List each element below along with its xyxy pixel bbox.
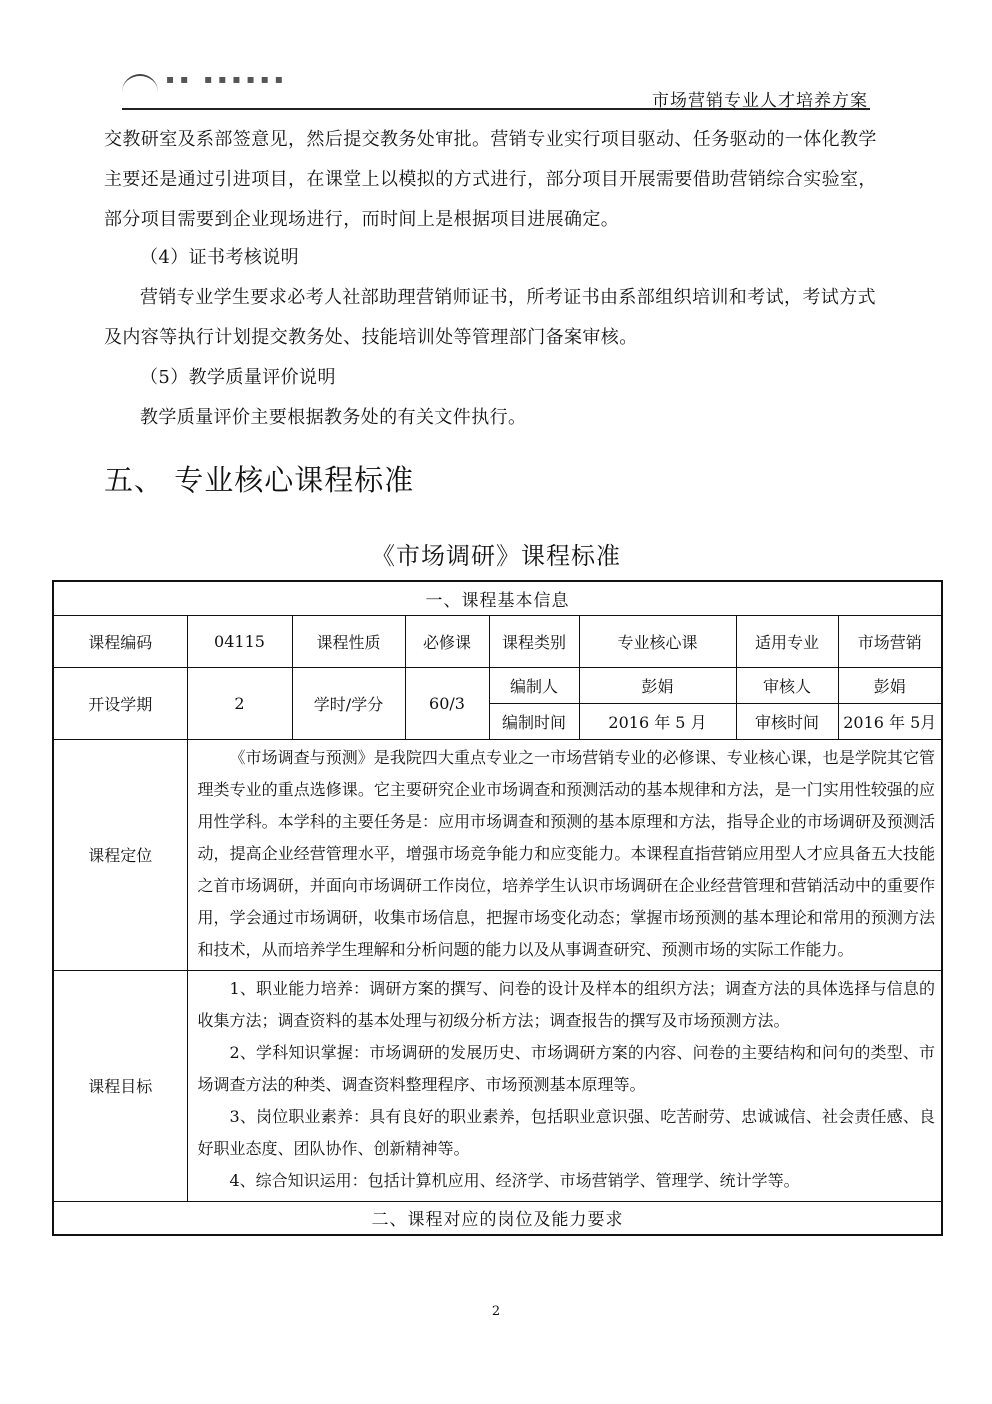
hours-label: 学时/学分 <box>292 667 405 739</box>
editor-value: 彭娟 <box>579 667 736 703</box>
course-title: 《市场调研》课程标准 <box>371 542 621 570</box>
section-title: 五、 专业核心课程标准 <box>104 463 415 497</box>
goal-text-cell <box>187 970 942 1201</box>
goal-item: 3、岗位职业素养：具有良好的职业素养，包括职业意识强、吃苦耐劳、忠诚诚信、社会责任感、良好职业态度、团队协作、创新精神等。 <box>197 1106 935 1158</box>
intro-paragraph-3: 教学质量评价主要根据教务处的有关文件执行。 <box>140 407 527 428</box>
category-value: 专业核心课 <box>579 615 736 667</box>
position-text: 《市场调查与预测》是我院四大重点专业之一市场营销专业的必修课、专业核心课，也是学院其它管理类专业的重点选修课。它主要研究企业市场调查和预测活动的基本规律和方法，是一门实用性较强的应用性学科。本学科的主要任务是：应用市场调查和预测的基本原理和方法，指导企业的市场调研及预测活动，提高企业经营管理水平，增强市场竞争能力和应变能力。本课程直指营销应用型人才应具备五大技能之首市场调研，并面向市场调研工作岗位，培养学生认识市场调研在企业经营管理和营销活动中的重要作用，学会通过市场调研，收集市场信息，把握市场变化动态；掌握市场预测的基本理论和常用的预测方法和技术，从而培养学生理解和分析问题的能力以及从事调查研究、预测市场的实际工作能力。 <box>197 747 935 959</box>
section-basic-info: 一、课程基本信息 <box>53 581 942 615</box>
nature-value: 必修课 <box>405 615 489 667</box>
heading-quality: （5）教学质量评价说明 <box>140 367 336 388</box>
code-value: 04115 <box>187 615 292 667</box>
goal-label: 课程目标 <box>53 970 187 1201</box>
page-header <box>122 68 870 110</box>
semester-value: 2 <box>187 667 292 739</box>
course-info-table <box>52 580 943 1236</box>
reviewer-value: 彭娟 <box>838 667 942 703</box>
hours-value: 60/3 <box>405 667 489 739</box>
semester-label: 开设学期 <box>53 667 187 739</box>
intro-paragraph-1: 交教研室及系部签意见，然后提交教务处审批。营销专业实行项目驱动、任务驱动的一体化教学主要还是通过引进项目，在课堂上以模拟的方式进行，部分项目开展需要借助营销综合实验室，部分项目需要到企业现场进行，而时间上是根据项目进展确定。 <box>104 129 877 230</box>
school-logo-text: ▪▪ ▪▪▪▪▪▪ <box>166 72 289 86</box>
position-text-cell <box>187 739 942 970</box>
review-time-value: 2016 年 5月 <box>838 703 942 739</box>
category-label: 课程类别 <box>489 615 579 667</box>
heading-certificate: （4）证书考核说明 <box>140 247 300 268</box>
major-label: 适用专业 <box>736 615 838 667</box>
edit-time-label: 编制时间 <box>489 703 579 739</box>
header-title: 市场营销专业人才培养方案 <box>652 91 868 111</box>
review-time-label: 审核时间 <box>736 703 838 739</box>
reviewer-label: 审核人 <box>736 667 838 703</box>
section-positions: 二、课程对应的岗位及能力要求 <box>53 1201 942 1235</box>
code-label: 课程编码 <box>53 615 187 667</box>
goal-item: 4、综合知识运用：包括计算机应用、经济学、市场营销学、管理学、统计学等。 <box>229 1170 800 1190</box>
major-value: 市场营销 <box>838 615 942 667</box>
intro-paragraph-2: 营销专业学生要求必考人社部助理营销师证书，所考证书由系部组织培训和考试，考试方式及内容等执行计划提交教务处、技能培训处等管理部门备案审核。 <box>104 287 876 348</box>
nature-label: 课程性质 <box>292 615 405 667</box>
page-number: 2 <box>491 1304 501 1319</box>
goal-item: 2、学科知识掌握：市场调研的发展历史、市场调研方案的内容、问卷的主要结构和问句的类型、市场调查方法的种类、调查资料整理程序、市场预测基本原理等。 <box>197 1042 935 1094</box>
goal-item: 1、职业能力培养：调研方案的撰写、问卷的设计及样本的组织方法；调查方法的具体选择与信息的收集方法；调查资料的基本处理与初级分析方法；调查报告的撰写及市场预测方法。 <box>197 978 935 1030</box>
edit-time-value: 2016 年 5 月 <box>579 703 736 739</box>
position-label: 课程定位 <box>53 739 187 970</box>
school-logo-icon <box>122 74 158 94</box>
editor-label: 编制人 <box>489 667 579 703</box>
